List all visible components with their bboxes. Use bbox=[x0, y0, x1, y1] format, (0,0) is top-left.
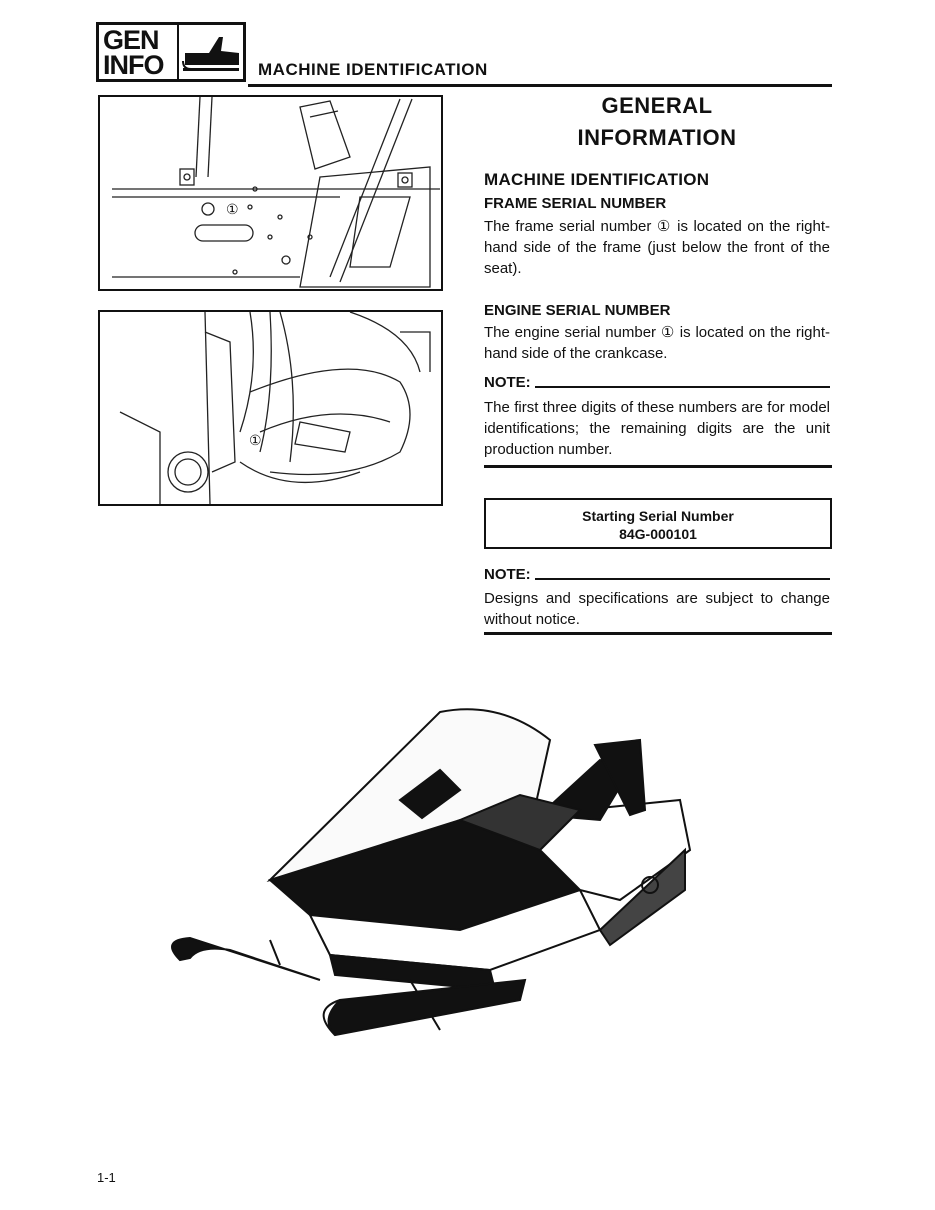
snowmobile-illustration bbox=[160, 700, 700, 1080]
engine-serial-heading: ENGINE SERIAL NUMBER bbox=[484, 302, 671, 319]
serial-label: Starting Serial Number bbox=[582, 508, 734, 524]
snowmobile-icon bbox=[179, 25, 243, 79]
note-label: NOTE: bbox=[484, 566, 531, 583]
logo-text-info: INFO bbox=[103, 50, 164, 80]
callout-number: ① bbox=[249, 432, 262, 448]
section-title: MACHINE IDENTIFICATION bbox=[258, 60, 488, 79]
frame-serial-figure bbox=[98, 95, 443, 291]
frame-serial-text: The frame serial number ① is located on the right-hand side of the frame (just below the front of the seat). bbox=[484, 218, 830, 277]
page-title-line1: GENERAL bbox=[601, 93, 713, 118]
frame-serial-heading: FRAME SERIAL NUMBER bbox=[484, 195, 667, 212]
serial-value: 84G-000101 bbox=[619, 526, 697, 542]
page-title-line2: INFORMATION bbox=[577, 125, 737, 150]
starting-serial-box bbox=[484, 498, 832, 549]
engine-serial-figure bbox=[98, 310, 443, 506]
engine-serial-text: The engine serial number ① is located on the right-hand side of the crankcase. bbox=[484, 324, 830, 362]
note-text-1: The first three digits of these numbers are for model identifications; the remaining digits are the unit production number. bbox=[484, 399, 830, 458]
callout-number: ① bbox=[226, 201, 239, 217]
page-number: 1-1 bbox=[97, 1170, 116, 1185]
header-rule bbox=[248, 84, 832, 87]
note-end-rule bbox=[484, 632, 832, 635]
note-label: NOTE: bbox=[484, 374, 531, 391]
note-rule bbox=[535, 578, 830, 580]
note-text-2: Designs and specifications are subject to change without notice. bbox=[484, 590, 830, 628]
gen-info-logo bbox=[96, 22, 246, 82]
note-end-rule bbox=[484, 465, 832, 468]
logo-text-gen: GEN bbox=[103, 25, 159, 55]
note-label-1 bbox=[484, 374, 830, 391]
logo-text bbox=[99, 25, 179, 79]
machine-identification-heading: MACHINE IDENTIFICATION bbox=[484, 170, 710, 189]
note-label-2 bbox=[484, 566, 830, 583]
note-rule bbox=[535, 386, 830, 388]
